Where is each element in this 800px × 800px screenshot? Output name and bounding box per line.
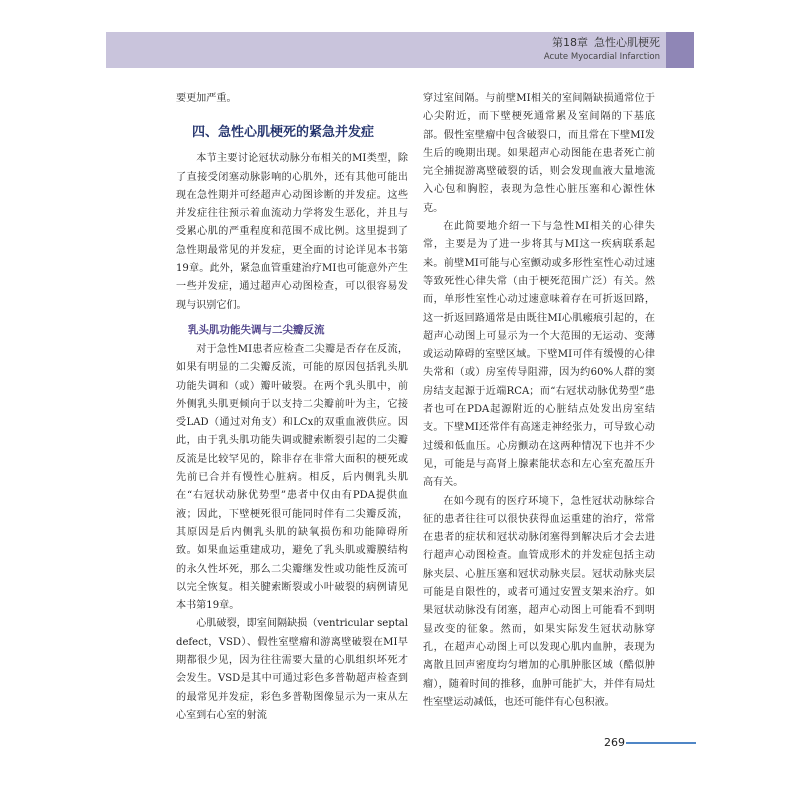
chapter-number: 第18章 [552,36,588,49]
page-number-rule [626,742,696,744]
paragraph: 本节主要讨论冠状动脉分布相关的MI类型，除了直接受闭塞动脉影响的心肌外，还有其他可能出现在急性期并可经超声心动图诊断的并发症。这些并发症往往预示着血流动力学将发生恶化，并且与受累心肌的严重程度和范围不成比例。这里提到了急性期最常见的并发症，更全面的讨论详见本书第19章。此外，紧急血管重建治疗MI也可能意外产生一些并发症，通过超声心动图检查，可以很容易发现与识别它们。 [176,153,408,311]
subsection-heading: 乳头肌功能失调与二尖瓣反流 [188,323,325,336]
chapter-header-accent [666,32,694,68]
paragraph: 要更加严重。 [176,93,237,104]
paragraph: 在此简要地介绍一下与急性MI相关的心律失常，主要是为了进一步将其与MI这一疾病联系起来。前壁MI可能与心室颤动或多形性室性心动过速等致死性心律失常（由于梗死范围广泛）有关。然而，单形性室性心动过速意味着存在可折返回路，这一折返回路通常是由既往MI心肌瘢痕引起的，在超声心动图上可显示为一个大范围的无运动、变薄或运动障碍的室壁区域。下壁MI可伴有缓慢的心律失常和（或）房室传导阻滞，因为约60%人群的窦房结支起源于近端RCA；而“右冠状动脉优势型”患者也可在PDA起源附近的心脏结点处发出房室结支。下壁MI还常伴有高迷走神经张力，可导致心动过缓和低血压。心房颤动在这两种情况下也并不少见，可能是与高肾上腺素能状态和左心室充盈压升高有关。 [423,221,655,489]
paragraph: 在如今现有的医疗环境下，急性冠状动脉综合征的患者往往可以很快获得血运重建的治疗，常常在患者的症状和冠状动脉闭塞得到解决后才会去进行超声心动图检查。血管成形术的并发症包括主动脉夹层、心脏压塞和冠状动脉夹层。冠状动脉夹层可能是自限性的，或者可通过安置支架来治疗。如果冠状动脉没有闭塞，超声心动图上可能看不到明显改变的征象。然而，如果实际发生冠状动脉穿孔，在超声心动图上可以发现心肌内血肿，表现为离散且回声密度均匀增加的心肌肿胀区域（酷似肿瘤），随着时间的推移，血肿可能扩大，并伴有局灶性室壁运动减低，也还可能伴有心包积液。 [423,495,655,708]
chapter-heading [546,36,660,50]
paragraph: 心肌破裂，即室间隔缺损（ventricular septal defect，VSD）、假性室壁瘤和游离壁破裂在MI早期都很少见，因为往往需要大量的心肌组织坏死才会发生。VSD是其中可通过彩色多普勒超声检查到的最常见并发症，彩色多普勒图像显示为一束从左心室到右心室的射流 [176,618,408,721]
page-number: 269 [604,736,625,749]
chapter-title-english: Acute Myocardial Infarction [543,52,660,62]
paragraph: 穿过室间隔。与前壁MI相关的室间隔缺损通常位于心尖附近，而下壁梗死通常累及室间隔的下基底部。假性室壁瘤中包含破裂口，而且常在下壁MI发生后的晚期出现。如果超声心动图能在患者死亡前完全捕捉游离壁破裂的话，则会发现血液大量地流入心包和胸腔，表现为急性心脏压塞和心源性休克。 [423,93,655,214]
chapter-title: 急性心肌梗死 [594,36,660,49]
paragraph: 对于急性MI患者应检查二尖瓣是否存在反流，如果有明显的二尖瓣反流，可能的原因包括乳头肌功能失调和（或）瓣叶破裂。在两个乳头肌中，前外侧乳头肌更倾向于以支持二尖瓣前叶为主，它接受LAD（通过对角支）和LCx的双重血液供应。因此，由于乳头肌功能失调或腱索断裂引起的二尖瓣反流是比较罕见的，除非存在非常大面积的梗死或先前已合并有慢性心脏病。相反，后内侧乳头肌在“右冠状动脉优势型”患者中仅由有PDA提供血液；因此，下壁梗死很可能同时伴有二尖瓣反流，其原因是后内侧乳头肌的缺氧损伤和功能障碍所致。如果血运重建成功，避免了乳头肌或瓣膜结构的永久性坏死，那么二尖瓣继发性或功能性反流可以完全恢复。相关腱索断裂或小叶破裂的病例请见本书第19章。 [176,343,408,612]
section-heading: 四、急性心肌梗死的紧急并发症 [192,125,375,141]
right-column [423,90,655,712]
left-column [176,90,408,725]
